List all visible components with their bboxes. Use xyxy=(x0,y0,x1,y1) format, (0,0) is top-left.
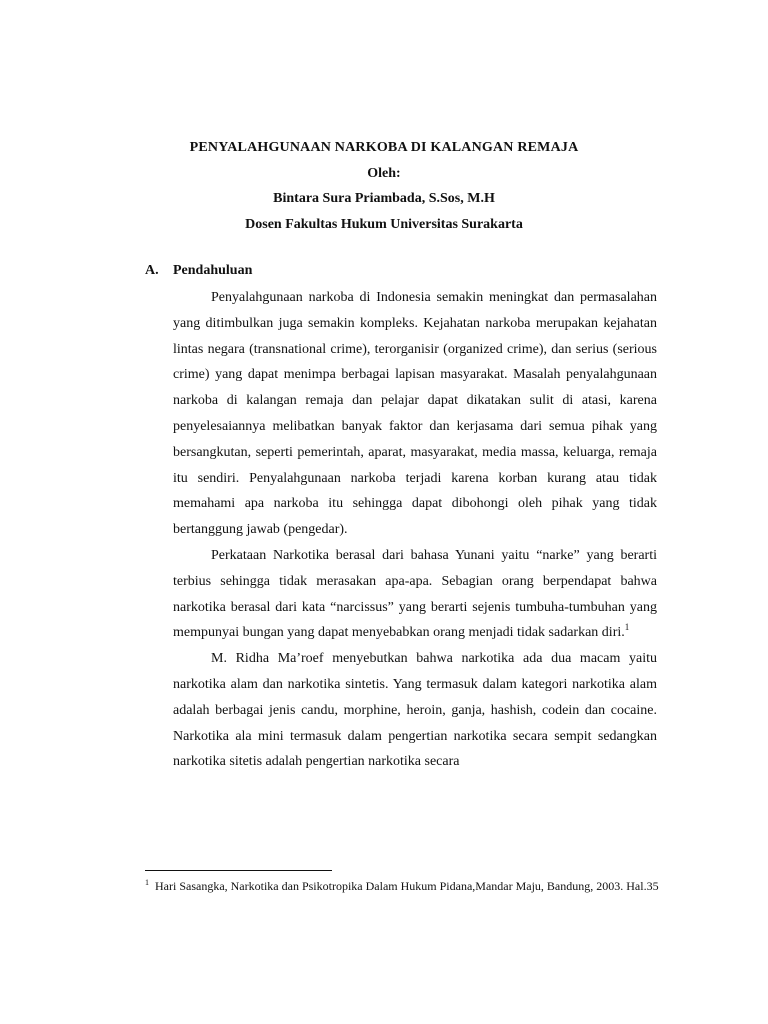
footnote-text: Hari Sasangka, Narkotika dan Psikotropika Dalam Hukum Pidana,Mandar Maju, Bandung, 2003. Hal.35 xyxy=(155,879,659,893)
paragraph: Penyalahgunaan narkoba di Indonesia semakin meningkat dan permasalahan yang ditimbulkan juga semakin kompleks. Kejahatan narkoba merupakan kejahatan lintas negara (transnational crime), terorganisir (organized crime), dan serius (serious crime) yang dapat menimpa berbagai lapisan masyarakat. Masalah penyalahgunaan narkoba di kalangan remaja dan pelajar dapat dikatakan sulit di atasi, karena penyelesaiannya melibatkan banyak faktor dan kerjasama dari semua pihak yang bersangkutan, seperti pemerintah, aparat, masyarakat, media massa, keluarga, remaja itu sendiri. Penyalahgunaan narkoba terjadi karena korban kurang atau tidak memahami apa narkoba itu sehingga dapat dibohongi oleh pihak yang tidak bertanggung jawab (pengedar). xyxy=(173,290,657,538)
footnote xyxy=(145,878,660,894)
document-title: PENYALAHGUNAAN NARKOBA DI KALANGAN REMAJA xyxy=(189,140,579,155)
title-block xyxy=(0,135,768,237)
footnote-marker: 1 xyxy=(624,622,630,633)
author-affiliation: Dosen Fakultas Hukum Universitas Surakarta xyxy=(245,216,523,232)
paragraph: M. Ridha Ma’roef menyebutkan bahwa narkotika ada dua macam yaitu narkotika alam dan narkotika sintetis. Yang termasuk dalam kategori narkotika alam adalah berbagai jenis candu, morphine, heroin, ganja, hashish, codein dan cocaine. Narkotika ala mini termasuk dalam pengertian narkotika secara sempit sedangkan narkotika sitetis adalah pengertian narkotika secara xyxy=(173,651,657,770)
body-text xyxy=(173,285,657,775)
section-title: Pendahuluan xyxy=(173,263,253,278)
footnote-number: 1 xyxy=(145,878,149,887)
author-name: Bintara Sura Priambada, S.Sos, M.H xyxy=(273,191,495,206)
paragraph-with-footnote xyxy=(173,543,657,646)
section-heading xyxy=(145,260,252,282)
byline: Oleh: xyxy=(367,165,401,181)
paragraph-text: Perkataan Narkotika berasal dari bahasa Yunani yaitu “narke” yang berarti terbius sehingga tidak merasakan apa-apa. Sebagian orang berpendapat bahwa narkotika berasal dari kata “narcissus” yang berarti sejenis tumbuha-tumbuhan yang mempunyai bungan yang dapat menyebabkan orang menjadi tidak sadarkan diri. xyxy=(173,547,657,641)
section-number: A. xyxy=(145,263,159,278)
footnote-divider xyxy=(145,870,332,871)
